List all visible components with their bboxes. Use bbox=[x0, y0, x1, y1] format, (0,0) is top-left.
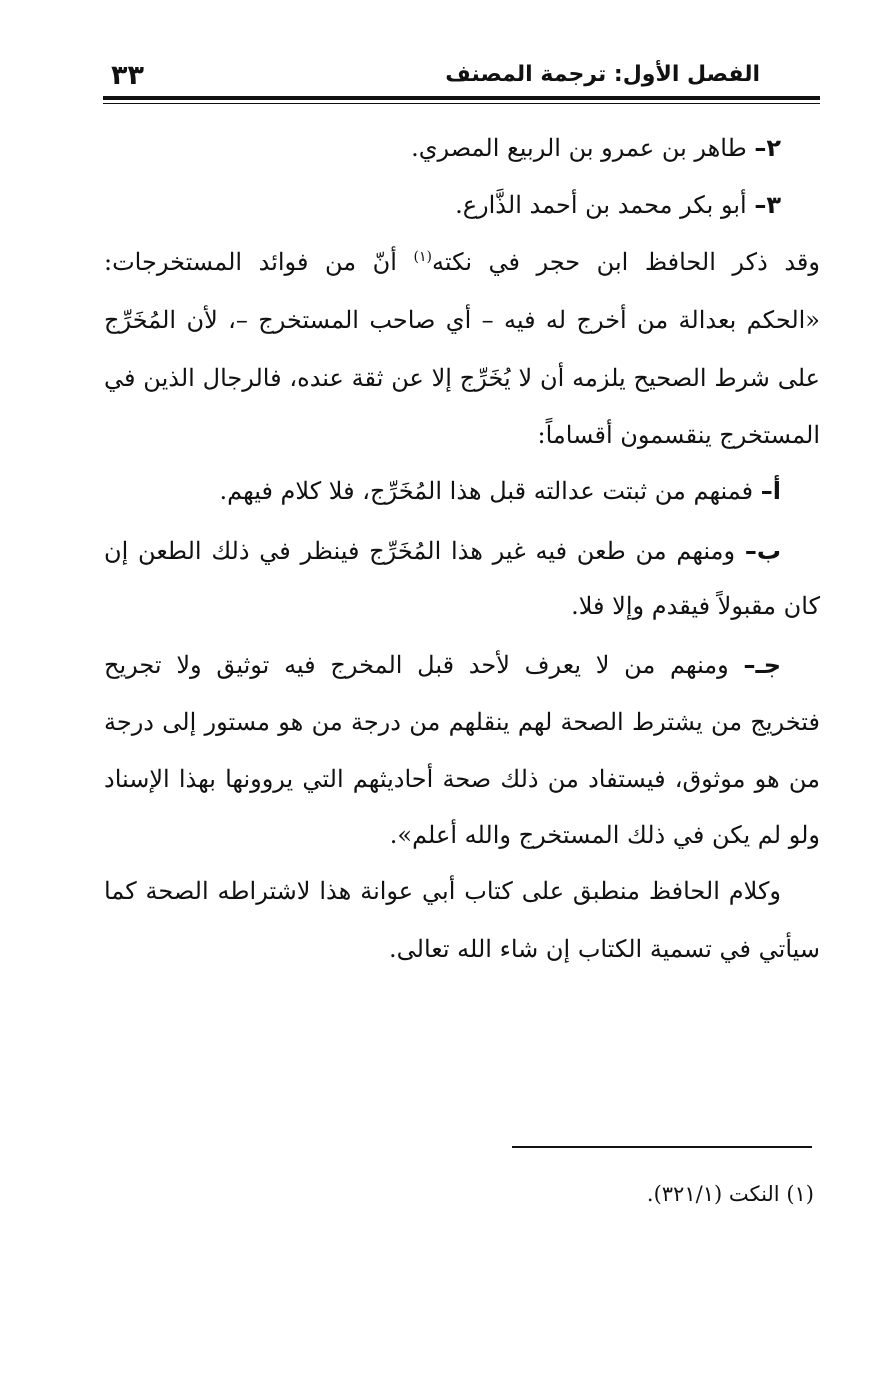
paragraph-line: سيأتي في تسمية الكتاب إن شاء الله تعالى. bbox=[389, 935, 820, 963]
paragraph-line: «الحكم بعدالة من أخرج له فيه – أي صاحب المستخرج –، لأن المُخَرِّج bbox=[104, 306, 820, 334]
list-letter: أ– bbox=[760, 477, 781, 505]
header-rule-thick bbox=[103, 96, 820, 100]
running-header bbox=[103, 60, 820, 96]
page-number: ٣٣ bbox=[111, 60, 144, 91]
footnote: (١) النكت (٣٢١/١). bbox=[646, 1182, 814, 1206]
paragraph-line: من هو موثوق، فيستفاد من ذلك صحة أحاديثهم التي يروونها بهذا الإسناد bbox=[104, 765, 820, 793]
list-text: ومنهم من لا يعرف لأحد قبل المخرج فيه توثيق ولا تجريح bbox=[104, 651, 729, 679]
footnote-reference: (١) bbox=[413, 249, 432, 265]
paragraph-line: وكلام الحافظ منطبق على كتاب أبي عوانة هذا لاشتراطه الصحة كما bbox=[104, 877, 781, 905]
paragraph-line: فتخريج من يشترط الصحة لهم ينقلهم من درجة من هو مستور إلى درجة bbox=[104, 708, 820, 736]
list-number: ٢– bbox=[754, 134, 781, 162]
list-text: ومنهم من طعن فيه غير هذا المُخَرِّج فينظر في ذلك الطعن إن bbox=[104, 537, 736, 565]
list-number: ٣– bbox=[754, 191, 781, 219]
list-text: طاهر بن عمرو بن الربيع المصري. bbox=[411, 134, 747, 162]
text-segment: أنّ من فوائد المستخرجات: bbox=[104, 248, 397, 276]
chapter-title: الفصل الأول: ترجمة المصنف bbox=[445, 62, 760, 87]
paragraph-line: كان مقبولاً فيقدم وإلا فلا. bbox=[571, 592, 820, 620]
list-letter: ب– bbox=[744, 537, 781, 565]
list-item bbox=[455, 193, 781, 217]
text-segment: وقد ذكر الحافظ ابن حجر في نكته bbox=[431, 248, 820, 276]
list-item bbox=[104, 539, 781, 563]
list-text: فمنهم من ثبتت عدالته قبل هذا المُخَرِّج، فلا كلام فيهم. bbox=[219, 477, 754, 505]
paragraph-line: ولو لم يكن في ذلك المستخرج والله أعلم». bbox=[389, 821, 820, 849]
list-letter: جـ– bbox=[743, 651, 781, 679]
paragraph-line: على شرط الصحيح يلزمه أن لا يُخَرِّج إلا عن ثقة عنده، فالرجال الذين في bbox=[104, 364, 820, 392]
header-rule-thin bbox=[103, 103, 820, 104]
paragraph-line bbox=[104, 250, 820, 274]
list-item bbox=[104, 653, 781, 677]
list-text: أبو بكر محمد بن أحمد الذَّارع. bbox=[455, 191, 747, 219]
list-item bbox=[411, 136, 781, 160]
footnote-rule bbox=[512, 1146, 812, 1148]
list-item bbox=[220, 479, 781, 503]
paragraph-line: المستخرج ينقسمون أقساماً: bbox=[537, 421, 820, 449]
